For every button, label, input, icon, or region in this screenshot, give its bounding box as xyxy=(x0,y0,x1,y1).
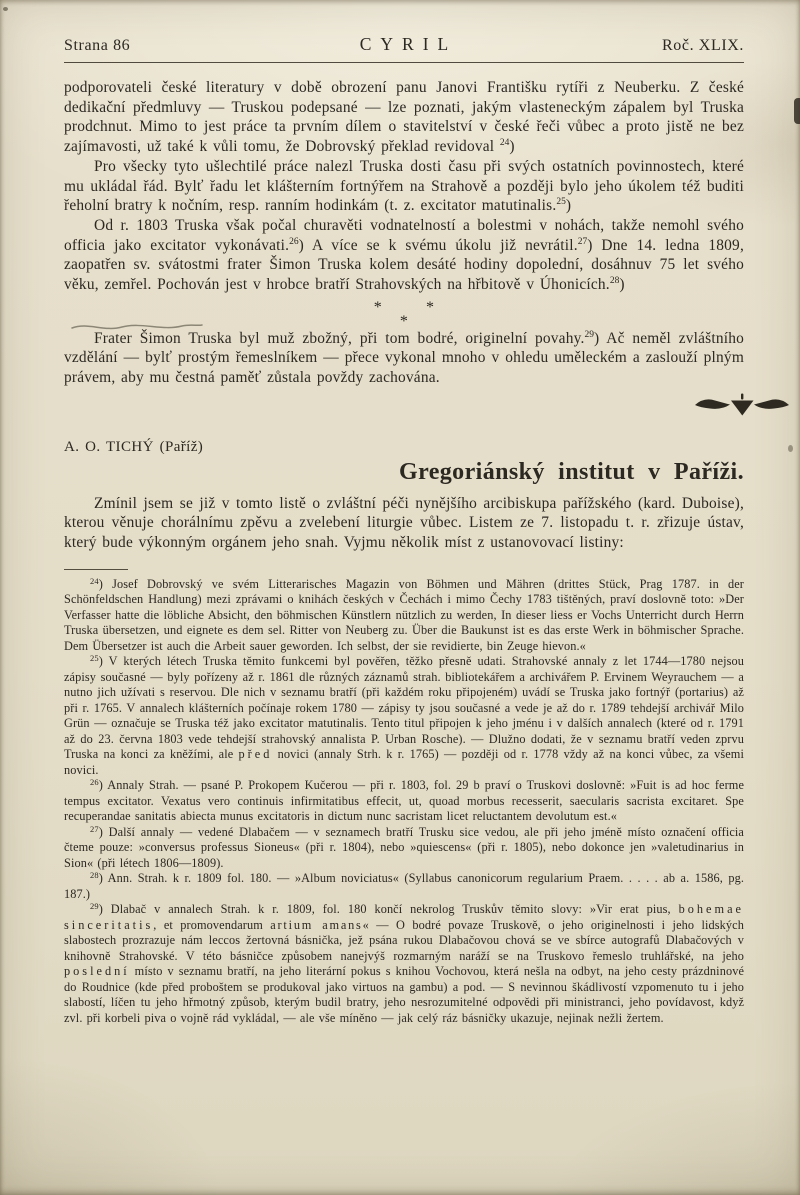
asterisk-icon: * xyxy=(426,298,435,316)
footnote-text-emphasized: artium amans xyxy=(270,917,363,932)
footnote-number: 28 xyxy=(90,870,99,881)
footnote-29 xyxy=(64,902,744,1026)
article-title: Gregoriánský institut v Paříži. xyxy=(399,458,744,485)
paragraph-truska-1 xyxy=(64,78,744,157)
footnote-number: 29 xyxy=(90,901,99,912)
page-header xyxy=(0,0,800,55)
footnote-text: novici (annaly Strh. k r. 1765) — později od r. 1778 vždy až na konci vůbec, za všemi novici. xyxy=(64,747,744,777)
footnote-ref-29: 29 xyxy=(584,329,595,340)
asterisk-icon: * xyxy=(399,312,409,330)
paragraph-text: ) xyxy=(565,197,572,215)
footnote-text-emphasized: bohemae sinceritatis xyxy=(64,902,744,932)
footnote-text-emphasized: před xyxy=(238,747,273,762)
paragraph-text: Pro všecky tyto ušlechtilé práce nalezl Truska dosti času při svých ostatních povinnostech, které mu ukládal řád. Bylť řadu let klášterním fortnýřem na Strahově a později bylo jeho úkolem též buditi řeholní bratry k nočním, resp. ranním hodinkám (t. z. excitator matutinalis. xyxy=(64,157,744,215)
footnote-28 xyxy=(64,871,744,902)
footnote-text: ) Ann. Strah. k r. 1809 fol. 180. — »Album noviciatus« (Syllabus canonicorum regularium Praem. . . . . ab a. 1586, pg. 187.) xyxy=(64,871,744,901)
footnote-ref-24: 24 xyxy=(499,138,510,149)
footnote-text: ) Další annaly — vedené Dlabačem — v seznamech bratří Trusku sice vedou, ale při jeho jméně místo označení officia čteme pouze: »conversus professus Sioneus« (při r. 1804), nebo »quiescens« (při r. 1805), nebo dokonce jen »valetudinarius in Sion« (při létech 1806—1809). xyxy=(64,824,744,870)
fleuron-ornament-icon xyxy=(694,392,790,418)
footnote-text: místo v seznamu bratří, na jeho literární pokus s knihou Vochovou, která nešla na odbyt, na jeho cesty prázdninové do Roudnice (kde před proboštem se produkoval jako virtuos na gambu) a pod. — S nevinnou škádlivostí vzpomenuto tu i jeho slabostí, líčen tu jeho hřmotný způsob, kterým budil bratry, jeho nesrozumitelné odpovědi při ministranci, jeho povídavost, když zvl. při korbeli piva o vojně rád vykládal, — ale vše míněno — jak celý ráz básničky ukazuje, nejinak nežli žertem. xyxy=(64,964,744,1025)
paragraph-text: Od r. 1803 Truska však počal churavěti vodnatelností a bolestmi v nohách, takže nemohl svého officia jako excitator vykonávati. xyxy=(64,216,744,254)
paragraph-text: ) Ač neměl zvláštního vzdělání — bylť prostým řemeslníkem — přece vykonal mnoho v ohledu uměleckém a zaslouží plným právem, aby mu čestná paměť zůstala povždy zachována. xyxy=(64,329,744,387)
scan-edge-mark xyxy=(794,98,800,124)
footnote-ref-25: 25 xyxy=(556,197,566,208)
footnote-text: , et promovendarum xyxy=(153,917,271,932)
paragraph-truska-4 xyxy=(64,329,744,388)
asterisk-icon: * xyxy=(373,298,382,316)
page-number-label: Strana 86 xyxy=(64,37,131,54)
paragraph-text: Zmínil jsem se již v tomto listě o zvláštní péči nynějšího arcibiskupa pařížského (kard. Duboise), kterou věnuje chorálnímu zpěvu a zvelebení liturgie vůbec. Listem ze 7. listopadu t. r. zřizuje ústav, který bude výkonným orgánem jeho snah. Vyjmu několik míst z ustanovovací listiny: xyxy=(64,494,744,551)
paragraph-truska-3 xyxy=(64,216,744,295)
footnote-text: ) V kterých létech Truska těmito funkcemi byl pověřen, těžko přesně udati. Strahovské annaly z let 1744—1780 nejsou zápisy současné — byly pořízeny až r. 1861 dle různých záznamů strah. bibliotekářem a archivářem P. Ervinem Weyrauchem — a nutno jich užívati s reservou. Dle nich v seznamu bratří (při každém roku připojeném) uvádí se Truska jako fortnýř (portarius) až při r. 1765. V annalech klášterních počínaje rokem 1780 — zápisy ty jsou současné a vede je až do r. 1789 tehdejší archivář Milo Grün — označuje se Truska též jako excitator matutinalis. Tento titul připojen k jeho jménu i v dalších annalech (které od r. 1791 až do 23. června 1803 vede tehdejší strahovský annalista P. Urban Rosche). — Dlužno dodati, že v seznamu bratří veden zprvu Truska na konci za kněžími, ale xyxy=(64,654,744,762)
footnote-24 xyxy=(64,577,744,655)
paragraph-text: ) A více se k svému úkolu již nevrátil. xyxy=(298,236,578,254)
footnote-number: 26 xyxy=(90,777,99,788)
footnote-text: ) Annaly Strah. — psané P. Prokopem Kučerou — při r. 1803, fol. 29 b praví o Truskovi doslovně: »Fuit is ad hoc ferme tempus excitator. Vexatus vero continuis infirmitatibus effecit, ut, quoad morbus recesserit, saecularis sacrista excitaret. Spe recuperandae sanitatis abiecta munus excitatoris in dictum nunc sacristam licet reluctantem devolutum est.« xyxy=(64,778,744,824)
footnote-ref-27: 27 xyxy=(577,236,588,247)
footnote-number: 25 xyxy=(90,653,99,664)
article-body xyxy=(0,63,800,553)
footnote-text: ) Dlabač v annalech Strah. k r. 1809, fol. 180 končí nekrolog Truskův těmito slovy: »Vir erat pius, xyxy=(98,902,679,917)
footnote-separator-rule xyxy=(64,569,128,570)
author-byline: A. O. TICHÝ (Paříž) xyxy=(64,438,204,455)
volume-label: Roč. XLIX. xyxy=(662,37,744,54)
footnote-ref-28: 28 xyxy=(609,276,620,287)
paragraph-text: podporovateli české literatury v době obrození panu Janovi Františku rytíři z Neuberku. Z české dedikační předmluvy — Truskou podepsané — lze poznati, jakým vlasteneckým zápalem byl Truska prodchnut. Mimo to jest práce ta prvním dílem o stavitelství v české řeči vůbec a proto jistě ne bez zajímavosti, už také k vůli tomu, že Dobrovský překlad revidoval xyxy=(64,79,744,156)
journal-title: CYRIL xyxy=(359,34,458,54)
paragraph-text: Frater Šimon Truska byl muž zbožný, při tom bodré, originelní povahy. xyxy=(94,329,585,347)
footnote-text-emphasized: poslední xyxy=(64,964,130,979)
footnote-ref-26: 26 xyxy=(289,236,299,247)
scan-speck xyxy=(788,445,793,452)
footnote-27 xyxy=(64,825,744,872)
footnotes-section xyxy=(0,577,800,1027)
section-end-ornament-row xyxy=(64,392,790,418)
footnote-number: 27 xyxy=(90,823,99,834)
footnote-26 xyxy=(64,778,744,825)
paragraph-truska-2 xyxy=(64,157,744,216)
paragraph-text: ) Dne 14. ledna 1809, zaopatřen sv. svátostmi frater Šimon Truska kolem desáté hodiny dopolední, dosáhnuv 75 let svého věku, zemřel. Pochován jest v hrobce bratří Strahovských na hřbitově v Úhonicích. xyxy=(64,236,744,294)
paragraph-gregorian-1 xyxy=(64,494,744,553)
scan-speck xyxy=(3,7,8,11)
footnote-text: ) Josef Dobrovský ve svém Litterarisches Magazin von Böhmen und Mähren (drittes Stück, Prag 1787. in der Schönfeldschen Handlung) mezi zprávami o knihách českých v Čechách i mimo Čechy 1783 tištěných, praví doslovně toto: »Der Verfasser hatte die löbliche Absicht, den böhmischen Künstlern nützlich zu werden, In dieser liess er Vochs Unterricht durch Herrn Truska übersetzen, und eignete es dem sel. Ritter von Neuberg zu. Über die Baukunst ist es das erste Werk in böhmischer Sprache. Dem Übersetzer ist auch die Arbeit sauer geworden. Ich selbst, der sie revidierte, bin Zeuge hievon.« xyxy=(64,576,744,653)
paragraph-text: ) xyxy=(619,276,625,294)
footnote-25 xyxy=(64,654,744,778)
pencil-squiggle-mark xyxy=(70,320,204,334)
footnote-number: 24 xyxy=(90,575,99,586)
footnote-text: « — O bodré povaze Truskově, o jeho originelnosti i jeho lidských slabostech prozrazuje nám leccos žertovná básnička, jež psána rukou Dlabačovou chová se ve sbírce autografů Dlabačových v knihovně Strahovské. V této básničce způsobem nanejvýš rozmarným naráží se na Truskovo řemeslo truhlářské, na jeho xyxy=(64,917,744,963)
paragraph-text: ) xyxy=(509,138,515,156)
